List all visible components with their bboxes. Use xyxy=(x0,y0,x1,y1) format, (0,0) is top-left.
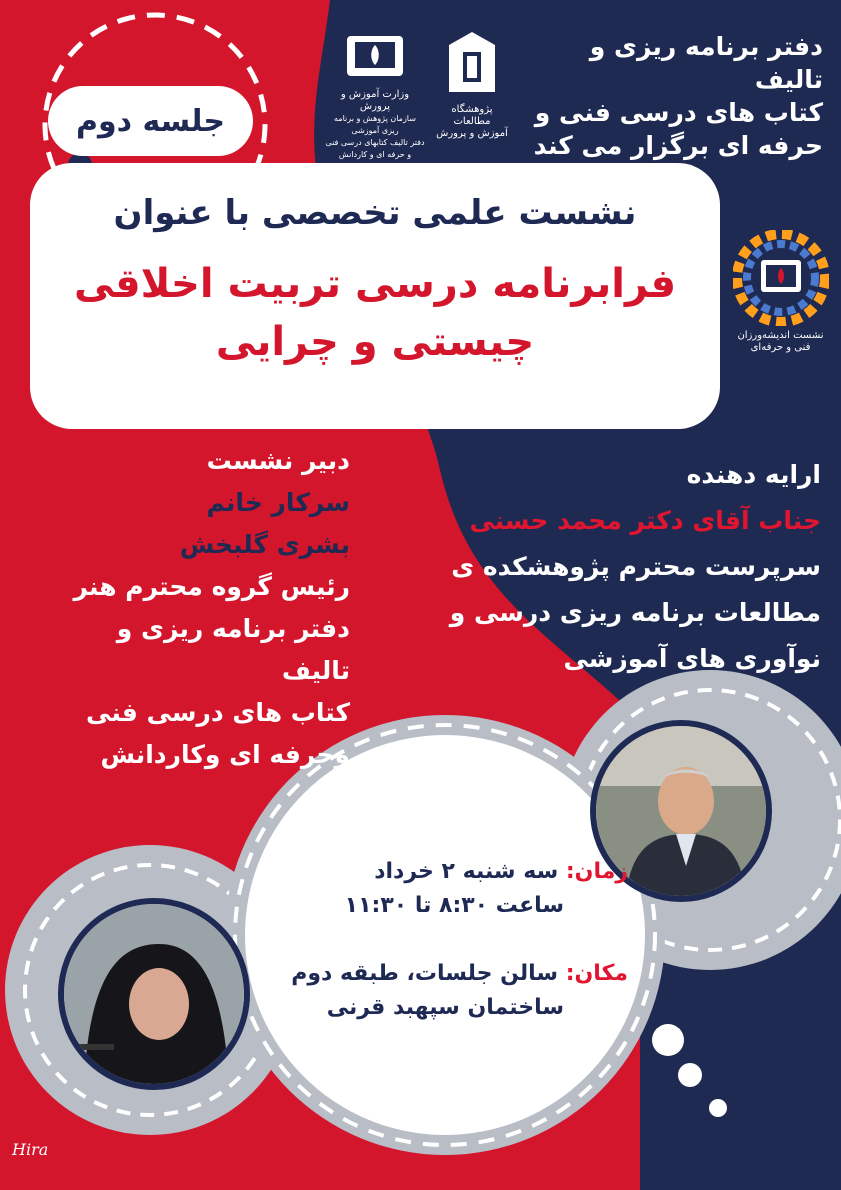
ministry-logo xyxy=(325,30,425,161)
session-badge: جلسه دوم xyxy=(48,86,253,156)
place-value: سالن جلسات، طبقه دوم xyxy=(291,961,559,986)
thinkers-gathering-logo xyxy=(728,230,833,354)
moderator-desc-line: رئیس گروه محترم هنر xyxy=(73,572,350,601)
presenter-desc-line: نوآوری های آموزشی xyxy=(563,644,821,673)
moderator-block xyxy=(40,440,350,776)
research-institute-caption: پژوهشگاه مطالعات آموزش و پرورش xyxy=(436,104,508,139)
moderator-desc-line: وحرفه ای وکاردانش xyxy=(100,740,350,769)
organizer-line: دفتر برنامه ریزی و تالیف xyxy=(589,32,823,94)
moderator-name: بشری گلبخش xyxy=(179,530,350,559)
moderator-photo xyxy=(58,898,250,1090)
event-details xyxy=(268,855,628,1025)
main-title-line: چیستی و چرایی xyxy=(215,319,535,365)
title-intro: نشست علمی تخصصی با عنوان xyxy=(113,193,637,233)
hira-watermark: Hira xyxy=(12,1140,49,1159)
research-institute-logo xyxy=(432,30,512,140)
organizer-text xyxy=(523,30,823,162)
place-building: ساختمان سپهبد قرنی xyxy=(326,995,564,1020)
time-label: زمان: xyxy=(565,859,628,884)
moderator-desc-line: دفتر برنامه ریزی و تالیف xyxy=(116,614,350,685)
main-title xyxy=(30,255,720,371)
place-label: مکان: xyxy=(565,961,628,986)
main-title-line: فرابرنامه درسی تربیت اخلاقی xyxy=(73,261,677,307)
organizer-line: کتاب های درسی فنی و xyxy=(534,98,823,127)
gear-emblem-icon xyxy=(733,230,829,326)
time-hours: ساعت ۸:۳۰ تا ۱۱:۳۰ xyxy=(344,893,564,918)
presenter-desc-line: سرپرست محترم پژوهشکده ی xyxy=(451,552,821,581)
presenter-block xyxy=(361,452,821,682)
organizer-line: حرفه ای برگزار می کند xyxy=(533,131,823,160)
presenter-name: جناب آقای دکتر محمد حسنی xyxy=(469,506,821,535)
moderator-role: دبیر نشست xyxy=(206,446,350,475)
moderator-desc-line: کتاب های درسی فنی xyxy=(86,698,350,727)
presenter-desc-line: مطالعات برنامه ریزی درسی و xyxy=(449,598,821,627)
time-value: سه شنبه ۲ خرداد xyxy=(374,859,559,884)
place-row xyxy=(268,957,628,991)
ministry-caption: وزارت آموزش و پرورش سازمان پژوهش و برنامه ریزی آموزشی دفتر تالیف کتابهای درسی فنی و حرفه ای و کاردانش xyxy=(325,89,425,159)
research-institute-emblem-icon xyxy=(447,30,497,100)
title-card xyxy=(30,163,720,429)
ministry-emblem-icon xyxy=(345,30,405,85)
thinkers-caption: نشست اندیشه‌ورزان فنی و حرفه‌ای xyxy=(737,330,824,353)
moderator-portrait-icon xyxy=(64,904,244,1084)
moderator-honorific: سرکار خانم xyxy=(206,488,350,517)
time-row xyxy=(268,855,628,889)
presenter-role: ارایه دهنده xyxy=(686,460,821,489)
